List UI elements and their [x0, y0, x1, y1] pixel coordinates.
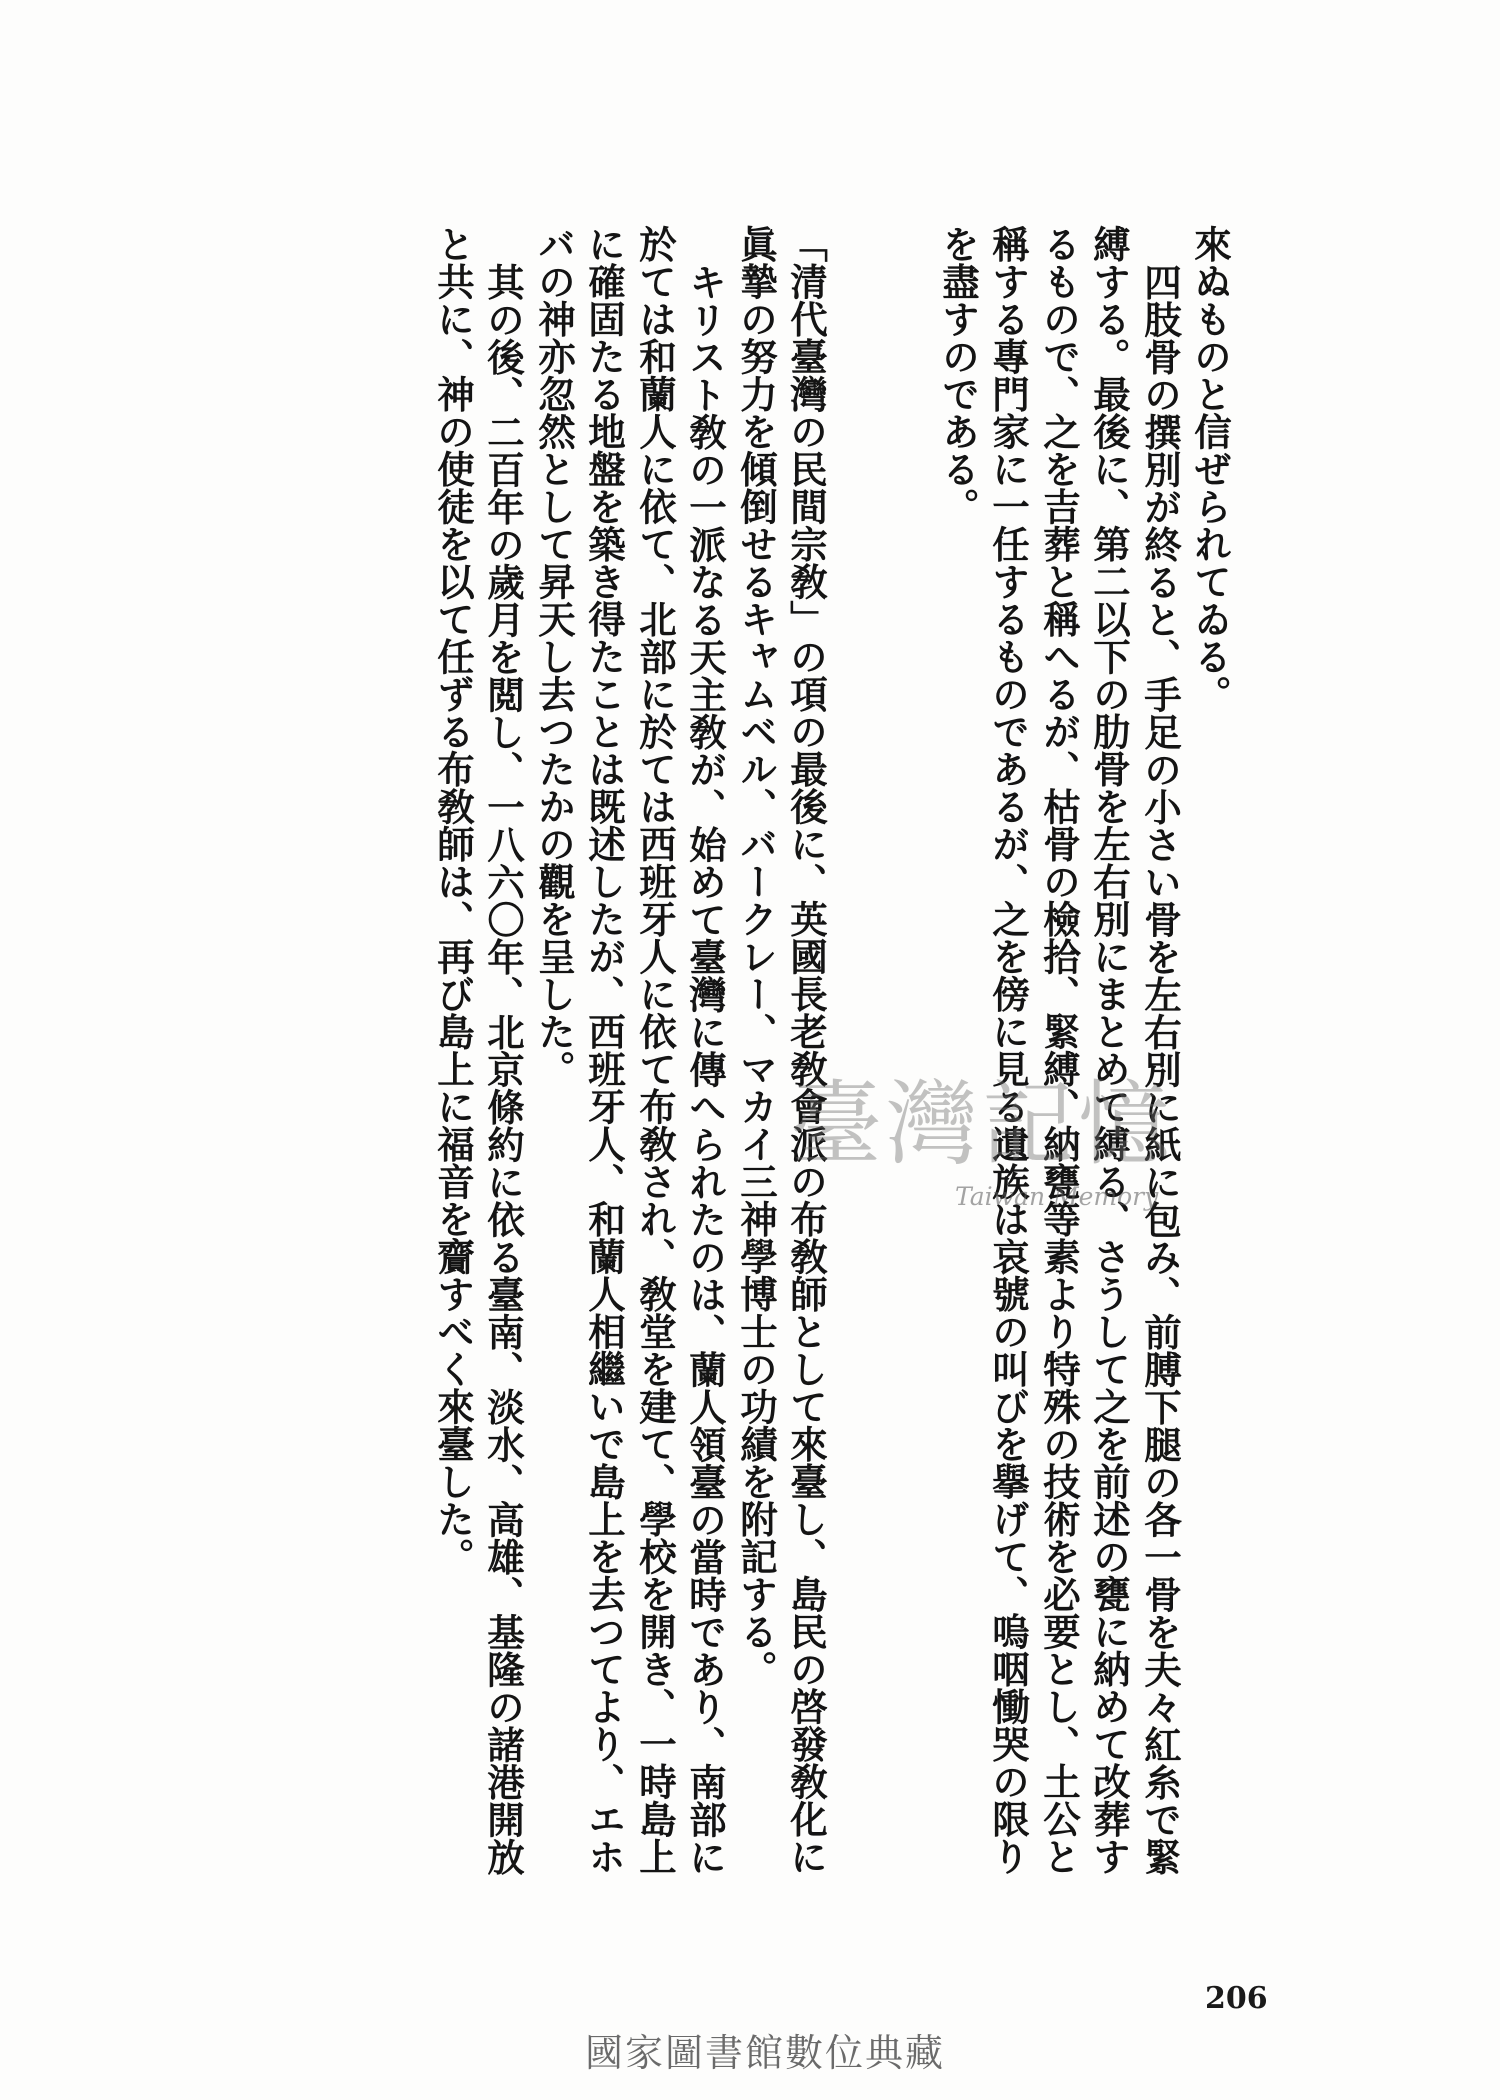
text-line: 於ては和蘭人に依て、北部に於ては西班牙人に依て布敎され、敎堂を建て、學校を開き、一時島上 [633, 225, 677, 1875]
text-line: に確固たる地盤を築き得たことは既述したが、西班牙人、和蘭人相繼いで島上を去つてより、エホ [582, 225, 626, 1875]
text-line: 四肢骨の撰別が終ると、手足の小さい骨を左右別に紙に包み、前膊下腿の各一骨を夫々紅糸で緊 [1138, 263, 1182, 1876]
watermark-subtitle: Taiwan Memory [955, 1182, 1159, 1211]
text-line: 來ぬものと信ぜられてゐる。 [1188, 225, 1232, 713]
text-line: を盡すのである。 [936, 225, 980, 525]
text-line: 其の後、二百年の歲月を閲し、一八六〇年、北京條約に依る臺南、淡水、高雄、基隆の諸港開放 [481, 263, 525, 1876]
watermark-title: 臺灣記憶 [790, 1071, 1175, 1178]
footer-collection-label: 國家圖書館數位典藏 [584, 2031, 945, 2075]
text-line: 「清代臺灣の民間宗敎」の項の最後に、英國長老敎會派の布敎師として來臺し、島民の啓發敎化に [784, 225, 828, 1875]
text-line: バの神亦忽然として昇天し去つたかの觀を呈した。 [532, 225, 576, 1088]
text-line: キリスト敎の一派なる天主敎が、始めて臺灣に傳へられたのは、蘭人領臺の當時であり、南部に [683, 263, 727, 1876]
text-line: と共に、神の使徒を以て任ずる布敎師は、再び島上に福音を齎すべく來臺した。 [431, 225, 475, 1575]
text-line: 稱する專門家に一任するものであるが、之を傍に見る遺族は哀號の叫びを擧げて、嗚咽慟哭の限り [986, 225, 1030, 1875]
page-number: 206 [1205, 1981, 1268, 2016]
text-line: 縛する。最後に、第二以下の肋骨を左右別にまとめて縛る、さうして之を前述の甕に納めて改葬す [1087, 225, 1131, 1875]
text-line: 眞摯の努力を傾倒せるキャムベル、バークレー、マカイ三神學博士の功績を附記する。 [734, 225, 778, 1688]
text-line: るもので、之を吉葬と稱へるが、枯骨の檢拾、緊縛、納甕等素より特殊の技術を必要とし、土公と [1037, 225, 1081, 1875]
